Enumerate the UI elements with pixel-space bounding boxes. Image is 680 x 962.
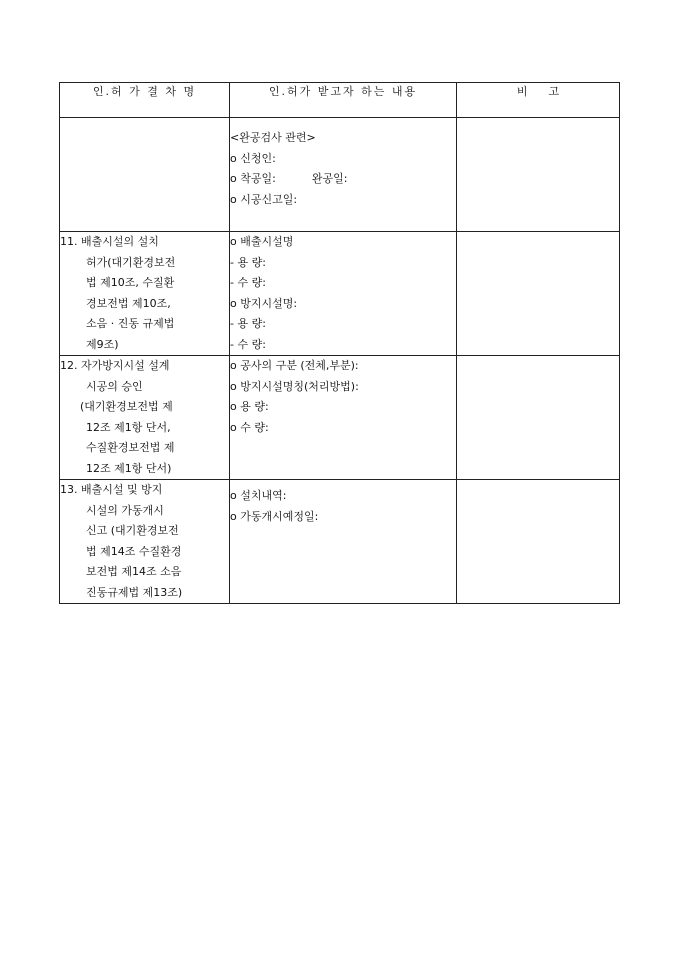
content-line: o 공사의 구분 (전체,부분): [230,359,359,372]
completion-date-label: 완공일: [311,172,348,185]
name-line: 시설의 가동개시 [86,503,164,517]
name-line: (대기환경보전법 제 [80,400,173,413]
content-line-pair [230,169,456,190]
content-line: - 용 량: [230,317,266,330]
content-line: - 용 량: [230,255,266,269]
remark-cell [457,118,620,232]
name-line: 법 제10조, 수질환 [86,276,175,289]
name-line: 11. 배출시설의 설치 [60,235,159,248]
permit-name-cell [60,118,230,232]
content-line: o 시공신고일: [230,192,298,206]
content-line: o 방지시설명칭(처리방법): [230,379,359,393]
table-row [60,480,620,604]
name-line: 제9조) [86,337,119,351]
table-row [60,232,620,356]
remark-cell [457,356,620,480]
permit-content-cell [230,118,457,232]
name-line: 12조 제1항 단서) [86,461,172,475]
name-line: 보전법 제14조 소음 [86,565,182,578]
permit-name-cell [60,480,230,604]
content-line: o 용 량: [230,400,269,413]
name-line: 진동규제법 제13조) [86,585,183,599]
content-line: o 신청인: [230,151,276,165]
header-permit-name: 인.허 가 결 차 명 [60,83,230,118]
table-row [60,356,620,480]
name-line: 시공의 승인 [86,379,143,393]
permit-table [59,82,620,604]
content-line: - 수 량: [230,337,266,351]
name-line: 신고 (대기환경보전 [86,524,179,537]
remark-cell [457,232,620,356]
content-line: o 방지시설명: [230,296,298,310]
content-line: - 수 량: [230,276,266,289]
name-line: 법 제14조 수질환경 [86,544,182,558]
table-header-row [60,83,620,118]
permit-content-cell [230,232,457,356]
header-permit-content: 인.허가 받고자 하는 내용 [230,83,457,118]
content-line: o 수 량: [230,420,269,434]
permit-name-cell [60,356,230,480]
permit-name-cell [60,232,230,356]
name-line: 수질환경보전법 제 [86,441,175,454]
permit-content-cell [230,480,457,604]
table-row [60,118,620,232]
start-date-label: o 착공일: [230,172,276,185]
remark-cell [457,480,620,604]
content-line: o 가동개시예정일: [230,509,319,523]
name-line: 경보전법 제10조, [86,296,171,310]
name-line: 12. 자가방지시설 설계 [60,359,170,372]
name-line: 12조 제1항 단서, [86,420,171,434]
header-remarks: 비 고 [457,83,620,118]
content-line: <완공검사 관련> [230,131,316,144]
name-line: 13. 배출시설 및 방지 [60,483,163,496]
content-line: o 배출시설명 [230,235,294,248]
content-line: o 설치내역: [230,489,287,502]
permit-content-cell [230,356,457,480]
name-line: 소음 · 진동 규제법 [86,317,175,330]
name-line: 허가(대기환경보전 [86,255,176,269]
